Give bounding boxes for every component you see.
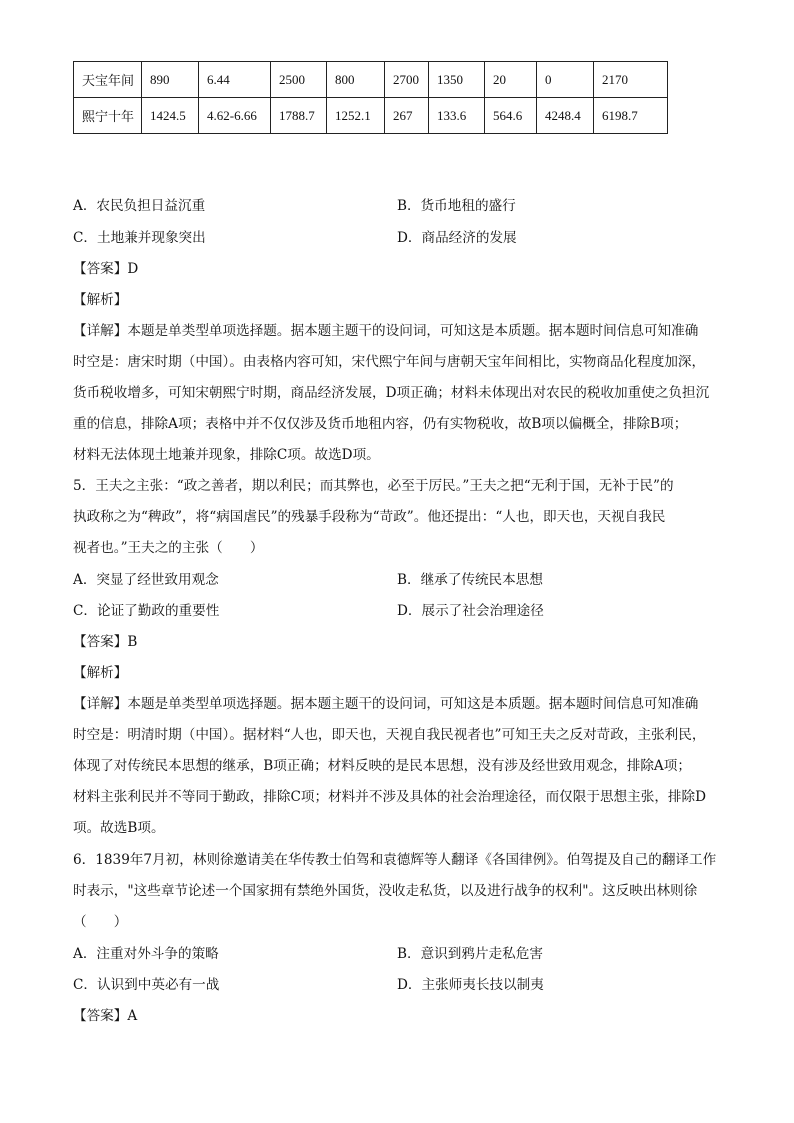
q6-option-a: A．注重对外斗争的策略 [73,946,219,962]
q5-option-a: A．突显了经世致用观念 [73,572,219,588]
q4-option-c: C．土地兼并现象突出 [73,230,206,246]
q4-detail-line: 重的信息，排除A项；表格中并不仅仅涉及货币地租内容，仍有实物税收，故B项以偏概全，排除B项； [73,416,688,432]
table-cell: 267 [385,98,429,134]
q4-detail-line: 【详解】本题是单类型单项选择题。据本题主题干的设问词，可知这是本质题。据本题时间信息可知准确 [73,323,699,339]
q5-stem-line: 视者也。”王夫之的主张（ ） [73,540,264,556]
q6-stem-line: 6．1839年7月初，林则徐邀请美在华传教士伯驾和袁德辉等人翻译《各国律例》。伯驾提及自己的翻译工作 [73,852,717,868]
q5-stem-line: 执政称之为“稗政”，将“病国虐民”的残暴手段称为“苛政”。他还提出：“人也，即天也，天视自我民 [73,509,666,525]
q5-stem-line: 5．王夫之主张：“政之善者，期以利民；而其弊也，必至于厉民。”王夫之把“无利于国，无补于民”的 [73,478,674,494]
q6-stem-line: （ ） [73,914,128,930]
data-table [73,61,668,134]
q4-option-d: D．商品经济的发展 [397,230,517,246]
table-cell: 4248.4 [537,98,594,134]
q4-answer: 【答案】D [73,261,139,277]
table-cell: 800 [327,62,385,98]
q6-option-b: B．意识到鸦片走私危害 [397,946,543,962]
table-cell: 2170 [594,62,668,98]
table-cell: 564.6 [485,98,537,134]
table-cell: 133.6 [429,98,485,134]
q5-detail-line: 项。故选B项。 [73,820,165,836]
q5-option-d: D．展示了社会治理途径 [397,603,544,619]
q6-option-d: D．主张师夷长技以制夷 [397,977,544,993]
q5-option-b: B．继承了传统民本思想 [397,572,543,588]
q6-stem-line: 时表示，"这些章节论述一个国家拥有禁绝外国货，没收走私货，以及进行战争的权利"。这反映出林则徐 [73,883,698,899]
q6-answer: 【答案】A [73,1008,138,1024]
q4-detail-line: 货币税收增多，可知宋朝熙宁时期，商品经济发展，D项正确；材料未体现出对农民的税收加重使之负担沉 [73,385,710,401]
table-cell: 890 [142,62,199,98]
q5-analysis-label: 【解析】 [73,665,128,681]
table-cell: 6.44 [199,62,271,98]
q4-option-b: B．货币地租的盛行 [397,198,516,214]
q6-option-c: C．认识到中英必有一战 [73,977,220,993]
q5-detail-line: 时空是：明清时期（中国）。据材料“人也，即天也，天视自我民视者也”可知王夫之反对苛政，主张利民， [73,727,706,743]
table-cell: 2500 [271,62,327,98]
q4-analysis-label: 【解析】 [73,292,128,308]
row-label: 天宝年间 [74,62,142,98]
row-label: 熙宁十年 [74,98,142,134]
table-cell: 1788.7 [271,98,327,134]
q4-detail-line: 材料无法体现土地兼并现象，排除C项。故选D项。 [73,447,380,463]
table-cell: 0 [537,62,594,98]
q4-option-a: A．农民负担日益沉重 [73,198,206,214]
table-cell: 6198.7 [594,98,668,134]
table-cell: 4.62-6.66 [199,98,271,134]
q5-detail-line: 体现了对传统民本思想的继承，B项正确；材料反映的是民本思想，没有涉及经世致用观念，排除A项； [73,758,691,774]
table-cell: 2700 [385,62,429,98]
table-row [74,62,668,98]
q4-detail-line: 时空是：唐宋时期（中国）。由表格内容可知，宋代熙宁年间与唐朝天宝年间相比，实物商品化程度加深， [73,354,706,370]
table-cell: 1252.1 [327,98,385,134]
table-cell: 20 [485,62,537,98]
q5-answer: 【答案】B [73,634,138,650]
q5-option-c: C．论证了勤政的重要性 [73,603,220,619]
table-cell: 1350 [429,62,485,98]
table-cell: 1424.5 [142,98,199,134]
q5-detail-line: 【详解】本题是单类型单项选择题。据本题主题干的设问词，可知这是本质题。据本题时间信息可知准确 [73,696,699,712]
table-row [74,98,668,134]
q5-detail-line: 材料主张利民并不等同于勤政，排除C项；材料并不涉及具体的社会治理途径，而仅限于思想主张，排除D [73,789,707,805]
